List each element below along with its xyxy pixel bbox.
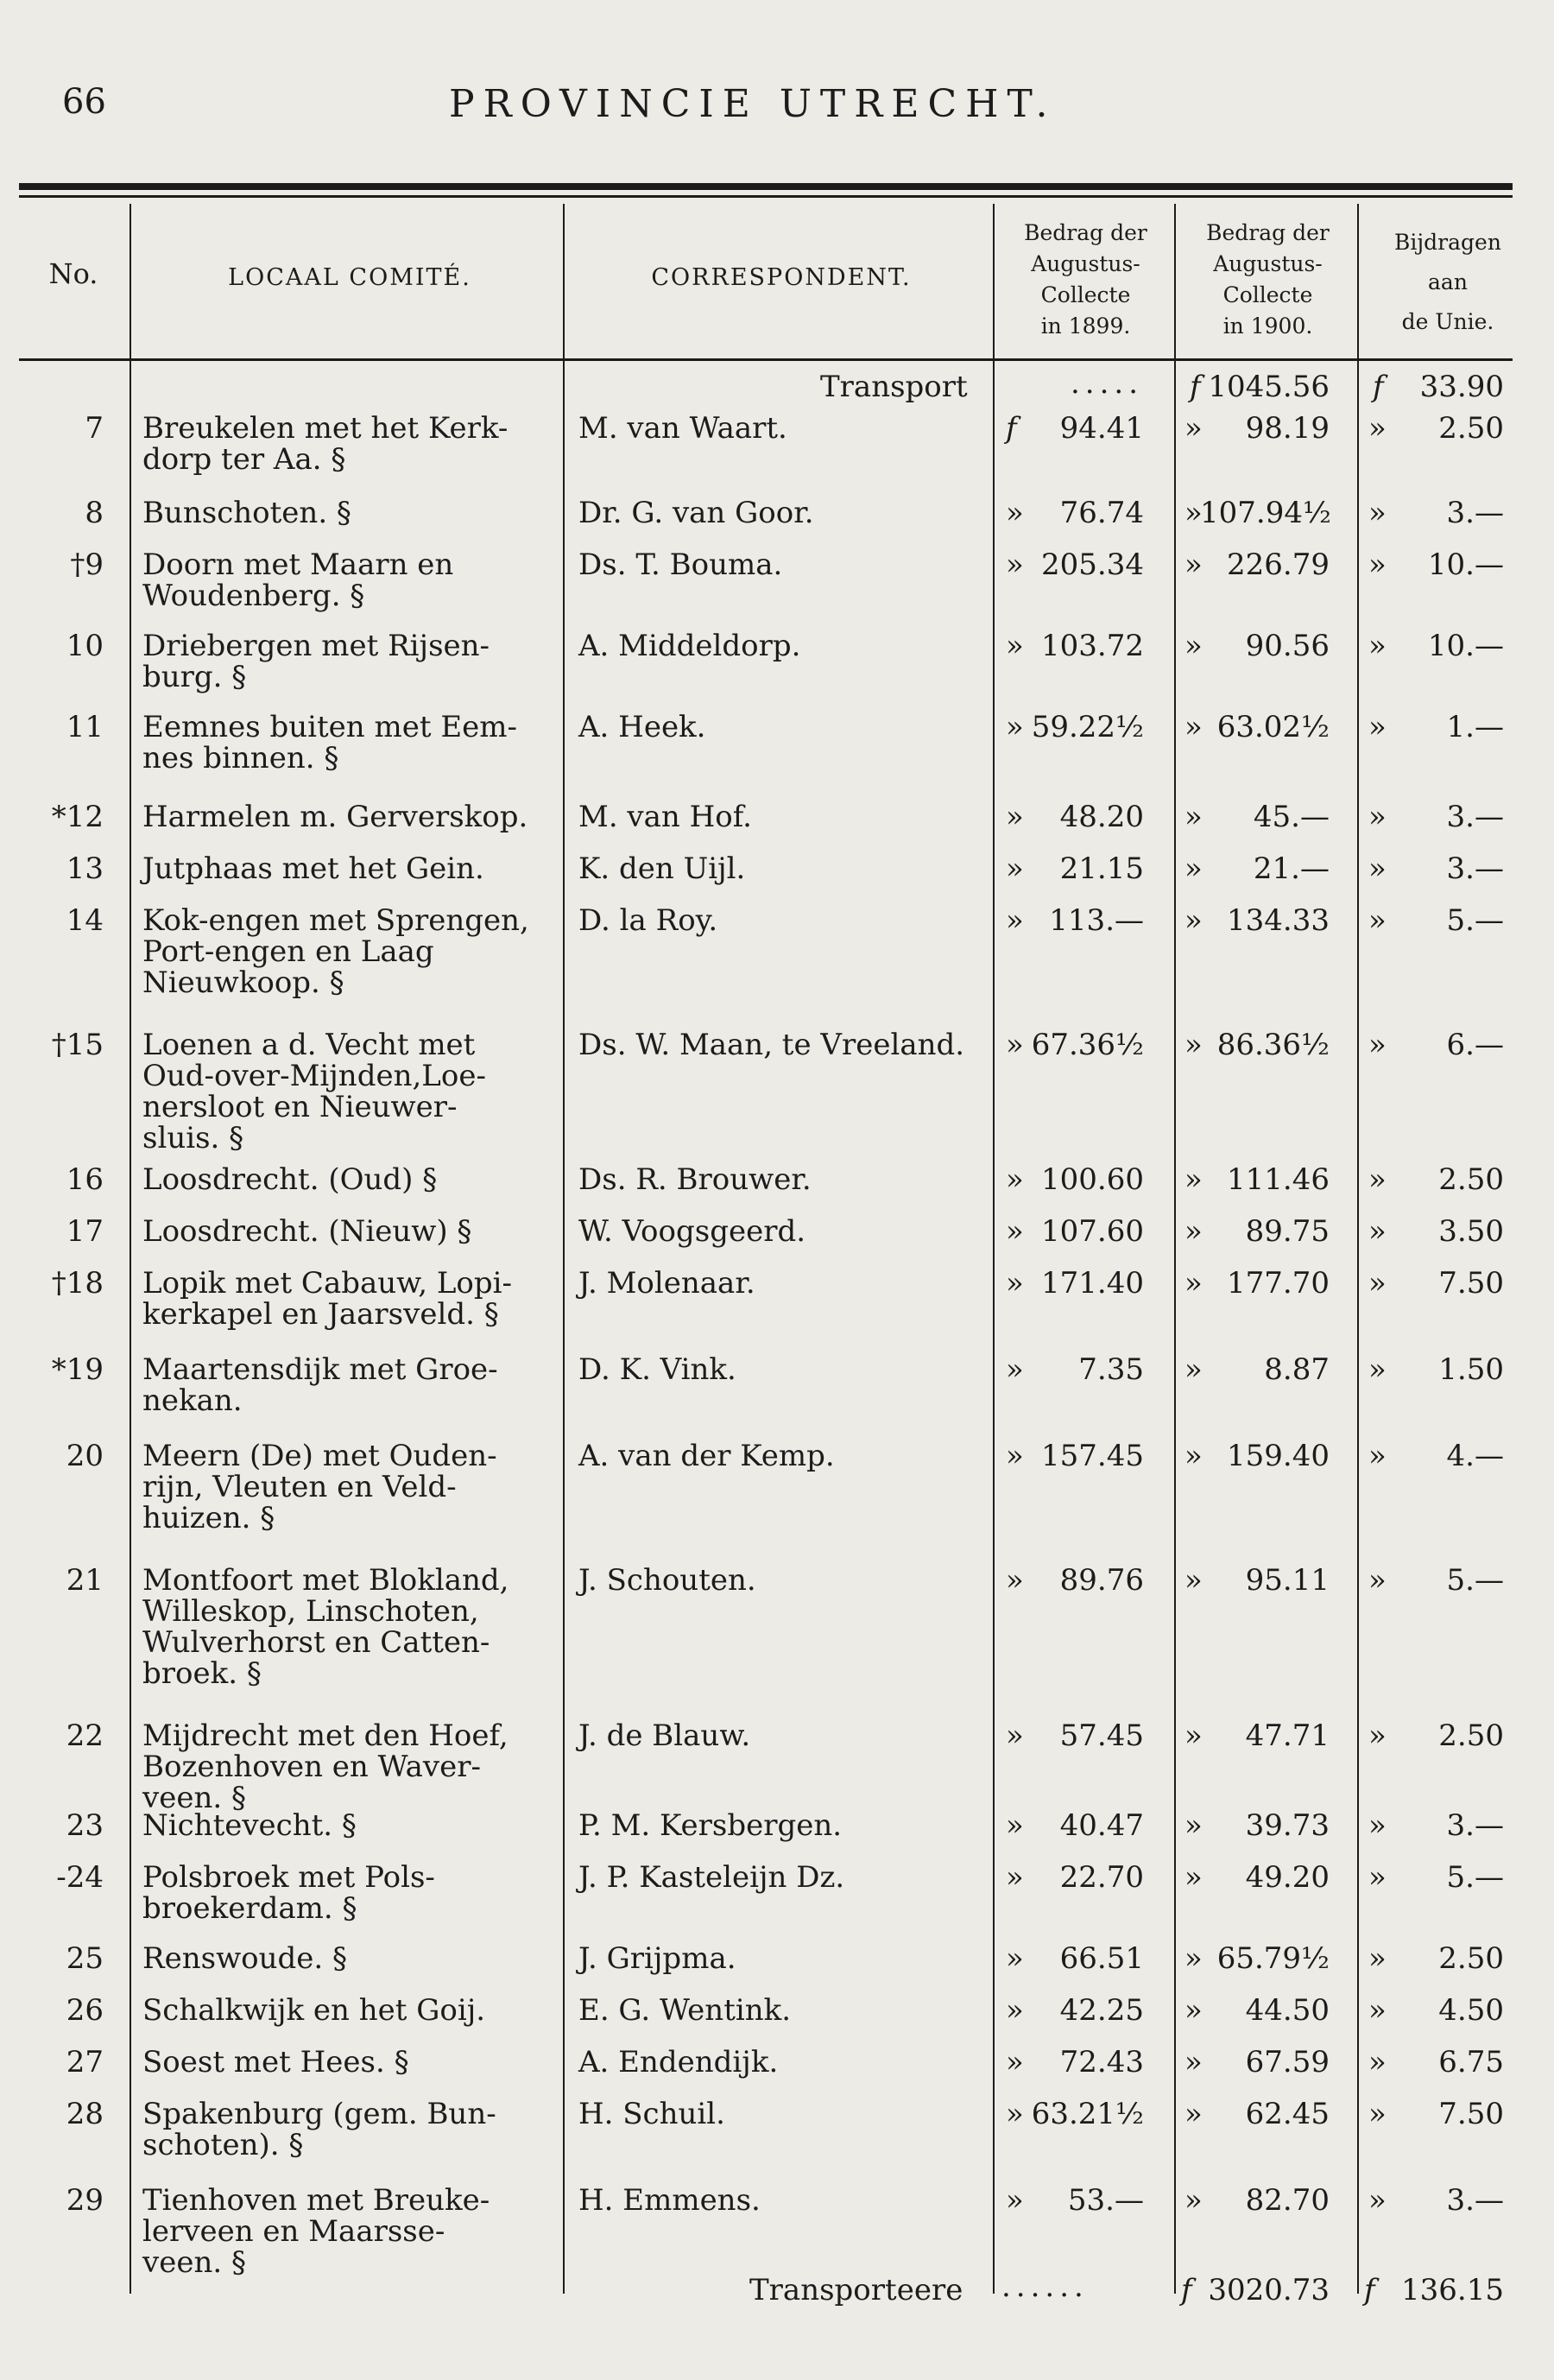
row-comite: [142, 413, 548, 475]
transport-dots: .....: [1071, 366, 1144, 401]
row-comite: [142, 549, 548, 611]
row-value-1900: 95.11: [1245, 1563, 1330, 1598]
row-comite: [142, 1354, 548, 1416]
row-prefix-1899: »: [1006, 2045, 1024, 2079]
comite-line: Tienhoven met Breuke-: [142, 2183, 490, 2218]
row-prefix-1900: »: [1184, 800, 1203, 834]
row-value-1900: 86.36½: [1216, 1028, 1330, 1062]
row-comite: [142, 1268, 548, 1330]
comite-line: dorp ter Aa. §: [142, 442, 346, 477]
row-prefix-1900: »: [1184, 1352, 1203, 1387]
column-divider-1899: [1174, 204, 1176, 2294]
row-value-bijdragen: 1.—: [1446, 710, 1504, 744]
row-value-1899: 42.25: [1059, 1993, 1144, 2028]
row-prefix-1899: »: [1006, 903, 1024, 938]
row-comite: [142, 497, 548, 529]
row-number: 8: [85, 496, 104, 530]
comite-line: Port-engen en Laag: [142, 934, 434, 969]
comite-line: Willeskop, Linschoten,: [142, 1594, 479, 1629]
transport-label: Transport: [820, 370, 968, 404]
row-prefix-1900: »: [1184, 1214, 1203, 1249]
row-prefix-1900: »: [1184, 1993, 1203, 2028]
row-value-bijdragen: 3.—: [1446, 2183, 1504, 2218]
row-correspondent: J. de Blauw.: [578, 1719, 751, 1753]
row-prefix-bijdragen: »: [1368, 1860, 1387, 1895]
row-correspondent: W. Voogsgeerd.: [578, 1214, 806, 1249]
row-value-bijdragen: 7.50: [1438, 2097, 1504, 2131]
row-number: 10: [66, 629, 104, 663]
row-value-1900: 39.73: [1245, 1808, 1330, 1843]
transport-value-bijdragen: 33.90: [1419, 370, 1504, 404]
row-comite: [142, 1943, 548, 1974]
column-header-bijdragen: Bijdragen aan de Unie.: [1394, 230, 1501, 334]
row-correspondent: Ds. T. Bouma.: [578, 548, 783, 582]
row-value-1900: 107.94½: [1200, 496, 1331, 530]
row-value-1900: 82.70: [1245, 2183, 1330, 2218]
row-prefix-bijdragen: »: [1368, 1941, 1387, 1976]
row-prefix-bijdragen: »: [1368, 1439, 1387, 1473]
column-divider-no: [130, 204, 131, 2294]
row-value-1900: 134.33: [1227, 903, 1330, 938]
row-value-bijdragen: 5.—: [1446, 1860, 1504, 1895]
header-rule-thin: [19, 195, 1513, 198]
comite-line: Montfoort met Blokland,: [142, 1563, 509, 1598]
comite-line: Lopik met Cabauw, Lopi-: [142, 1266, 513, 1301]
comite-line: huizen. §: [142, 1501, 275, 1535]
comite-line: Doorn met Maarn en: [142, 548, 454, 582]
row-value-1899: 107.60: [1041, 1214, 1144, 1249]
comite-line: rijn, Vleuten en Veld-: [142, 1470, 457, 1504]
row-prefix-1900: »: [1184, 496, 1203, 530]
row-comite: [142, 2185, 548, 2278]
row-prefix-bijdragen: »: [1368, 1993, 1387, 2028]
row-value-1900: 8.87: [1264, 1352, 1330, 1387]
row-prefix-1900: »: [1184, 1719, 1203, 1753]
row-prefix-1899: »: [1006, 1214, 1024, 1249]
row-value-1900: 98.19: [1245, 411, 1330, 446]
row-value-bijdragen: 10.—: [1427, 629, 1504, 663]
row-prefix-bijdragen: »: [1368, 411, 1387, 446]
row-value-1900: 177.70: [1227, 1266, 1330, 1301]
row-prefix-1899: »: [1006, 1352, 1024, 1387]
comite-line: nes binnen. §: [142, 741, 339, 775]
row-correspondent: M. van Hof.: [578, 800, 752, 834]
row-correspondent: Ds. R. Brouwer.: [578, 1162, 812, 1197]
row-correspondent: J. Schouten.: [578, 1563, 756, 1598]
row-value-1899: 22.70: [1059, 1860, 1144, 1895]
row-prefix-1899: »: [1006, 2183, 1024, 2218]
header-rule-thick: [19, 183, 1513, 190]
row-correspondent: J. P. Kasteleijn Dz.: [578, 1860, 845, 1895]
row-value-1900: 62.45: [1245, 2097, 1330, 2131]
row-prefix-1899: »: [1006, 1993, 1024, 2028]
row-value-1899: 40.47: [1059, 1808, 1144, 1843]
row-prefix-1900: »: [1184, 2097, 1203, 2131]
row-value-bijdragen: 1.50: [1438, 1352, 1504, 1387]
row-value-1900: 63.02½: [1216, 710, 1330, 744]
comite-line: Loosdrecht. (Oud) §: [142, 1162, 438, 1197]
row-number: 17: [66, 1214, 104, 1249]
row-prefix-1900: »: [1184, 710, 1203, 744]
row-correspondent: A. Heek.: [578, 710, 706, 744]
row-prefix-1900: »: [1184, 1563, 1203, 1598]
row-correspondent: E. G. Wentink.: [578, 1993, 792, 2028]
comite-line: Woudenberg. §: [142, 579, 365, 613]
row-number: 13: [66, 851, 104, 886]
column-header-comite: LOCAAL COMITÉ.: [228, 264, 471, 291]
row-prefix-bijdragen: »: [1368, 1352, 1387, 1387]
row-number: 16: [66, 1162, 104, 1197]
comite-line: Loenen a d. Vecht met: [142, 1028, 476, 1062]
row-prefix-bijdragen: »: [1368, 2183, 1387, 2218]
row-prefix-bijdragen: »: [1368, 1719, 1387, 1753]
row-value-1900: 89.75: [1245, 1214, 1330, 1249]
row-value-1900: 90.56: [1245, 629, 1330, 663]
row-comite: [142, 2098, 548, 2161]
comite-line: nekan.: [142, 1383, 243, 1418]
transporteere-prefix-bijdragen: f: [1364, 2273, 1375, 2307]
row-value-1900: 65.79½: [1216, 1941, 1330, 1976]
row-value-1899: 67.36½: [1031, 1028, 1144, 1062]
row-value-1899: 157.45: [1041, 1439, 1144, 1473]
comite-line: broek. §: [142, 1656, 262, 1691]
page-title: PROVINCIE UTRECHT.: [449, 82, 1057, 126]
page-header: [0, 82, 1554, 134]
row-prefix-bijdragen: »: [1368, 629, 1387, 663]
row-prefix-bijdragen: »: [1368, 800, 1387, 834]
row-value-1899: 76.74: [1059, 496, 1144, 530]
row-prefix-1899: »: [1006, 1439, 1024, 1473]
comite-line: Renswoude. §: [142, 1941, 348, 1976]
row-prefix-1899: »: [1006, 629, 1024, 663]
row-correspondent: J. Molenaar.: [578, 1266, 755, 1301]
comite-line: broekerdam. §: [142, 1891, 357, 1926]
row-comite: [142, 1720, 548, 1813]
transporteere-prefix-1900: f: [1181, 2273, 1192, 2307]
row-correspondent: H. Schuil.: [578, 2097, 725, 2131]
row-value-bijdragen: 2.50: [1438, 411, 1504, 446]
row-number: 23: [66, 1808, 104, 1843]
transporteere-value-bijdragen: 136.15: [1401, 2273, 1504, 2307]
row-number: †9: [70, 548, 104, 582]
row-value-1899: 21.15: [1059, 851, 1144, 886]
row-value-1899: 171.40: [1041, 1266, 1144, 1301]
column-header-rule: [19, 358, 1513, 361]
row-number: †15: [51, 1028, 104, 1062]
row-correspondent: H. Emmens.: [578, 2183, 761, 2218]
transporteere-value-1900: 3020.73: [1208, 2273, 1330, 2307]
row-comite: [142, 1565, 548, 1689]
row-prefix-1900: »: [1184, 903, 1203, 938]
row-correspondent: Dr. G. van Goor.: [578, 496, 814, 530]
row-value-bijdragen: 7.50: [1438, 1266, 1504, 1301]
row-value-1900: 21.—: [1253, 851, 1330, 886]
row-prefix-1899: »: [1006, 1028, 1024, 1062]
row-number: 29: [66, 2183, 104, 2218]
row-comite: [142, 1164, 548, 1195]
comite-line: Bunschoten. §: [142, 496, 351, 530]
transport-prefix-bijdragen: f: [1373, 370, 1384, 404]
transport-value-1900: 1045.56: [1208, 370, 1330, 404]
row-correspondent: D. K. Vink.: [578, 1352, 736, 1387]
row-number: *19: [51, 1352, 104, 1387]
comite-line: Breukelen met het Kerk-: [142, 411, 509, 446]
row-correspondent: A. Middeldorp.: [578, 629, 801, 663]
row-prefix-bijdragen: »: [1368, 1563, 1387, 1598]
row-prefix-1900: »: [1184, 2045, 1203, 2079]
comite-line: Oud-over-Mijnden,Loe-: [142, 1059, 486, 1093]
row-prefix-1900: »: [1184, 1860, 1203, 1895]
page-number: 66: [62, 82, 106, 122]
comite-line: sluis. §: [142, 1121, 244, 1155]
comite-line: Nichtevecht. §: [142, 1808, 357, 1843]
row-value-1900: 49.20: [1245, 1860, 1330, 1895]
row-prefix-1899: »: [1006, 496, 1024, 530]
row-prefix-bijdragen: »: [1368, 710, 1387, 744]
row-value-1899: 113.—: [1049, 903, 1144, 938]
comite-line: Jutphaas met het Gein.: [142, 851, 484, 886]
comite-line: Driebergen met Rijsen-: [142, 629, 490, 663]
row-number: 27: [66, 2045, 104, 2079]
row-prefix-bijdragen: »: [1368, 851, 1387, 886]
row-value-1900: 44.50: [1245, 1993, 1330, 2028]
comite-line: Eemnes buiten met Eem-: [142, 710, 517, 744]
row-number: 25: [66, 1941, 104, 1976]
comite-line: Bozenhoven en Waver-: [142, 1750, 481, 1784]
transporteere-dots: ......: [1001, 2269, 1089, 2304]
row-prefix-1899: »: [1006, 1941, 1024, 1976]
row-correspondent: M. van Waart.: [578, 411, 787, 446]
row-value-bijdragen: 4.—: [1446, 1439, 1504, 1473]
row-value-1900: 226.79: [1227, 548, 1330, 582]
row-correspondent: A. Endendijk.: [578, 2045, 779, 2079]
row-value-bijdragen: 3.50: [1438, 1214, 1504, 1249]
row-value-bijdragen: 3.—: [1446, 1808, 1504, 1843]
row-prefix-1900: »: [1184, 1266, 1203, 1301]
row-number: 20: [66, 1439, 104, 1473]
row-comite: [142, 801, 548, 832]
row-value-bijdragen: 2.50: [1438, 1719, 1504, 1753]
row-value-bijdragen: 3.—: [1446, 851, 1504, 886]
row-number: *12: [51, 800, 104, 834]
column-divider-correspondent: [993, 204, 995, 2294]
row-value-1899: 100.60: [1041, 1162, 1144, 1197]
row-number: 22: [66, 1719, 104, 1753]
row-comite: [142, 2047, 548, 2078]
row-value-1900: 47.71: [1245, 1719, 1330, 1753]
row-correspondent: K. den Uijl.: [578, 851, 746, 886]
comite-line: burg. §: [142, 660, 247, 694]
row-prefix-1899: f: [1006, 411, 1017, 446]
comite-line: lerveen en Maarsse-: [142, 2214, 445, 2249]
row-prefix-1900: »: [1184, 1941, 1203, 1976]
comite-line: Soest met Hees. §: [142, 2045, 409, 2079]
row-number: †18: [51, 1266, 104, 1301]
row-prefix-bijdragen: »: [1368, 2045, 1387, 2079]
row-prefix-bijdragen: »: [1368, 496, 1387, 530]
row-comite: [142, 1810, 548, 1841]
row-value-1899: 103.72: [1041, 629, 1144, 663]
row-prefix-1900: »: [1184, 411, 1203, 446]
row-prefix-1899: »: [1006, 851, 1024, 886]
row-comite: [142, 1995, 548, 2026]
comite-line: Wulverhorst en Catten-: [142, 1625, 490, 1660]
row-prefix-1900: »: [1184, 548, 1203, 582]
row-value-1900: 67.59: [1245, 2045, 1330, 2079]
row-prefix-bijdragen: »: [1368, 1266, 1387, 1301]
row-correspondent: Ds. W. Maan, te Vreeland.: [578, 1028, 965, 1062]
row-value-1899: 53.—: [1067, 2183, 1144, 2218]
comite-line: Schalkwijk en het Goij.: [142, 1993, 486, 2028]
row-number: 21: [66, 1563, 104, 1598]
row-value-bijdragen: 6.75: [1438, 2045, 1504, 2079]
row-comite: [142, 1029, 548, 1154]
row-prefix-1899: »: [1006, 1563, 1024, 1598]
column-header-correspondent: CORRESPONDENT.: [651, 264, 912, 291]
comite-line: veen. §: [142, 1781, 246, 1815]
row-number: 28: [66, 2097, 104, 2131]
row-prefix-1899: »: [1006, 1860, 1024, 1895]
row-prefix-1899: »: [1006, 710, 1024, 744]
row-prefix-1899: »: [1006, 1719, 1024, 1753]
comite-line: veen. §: [142, 2245, 246, 2280]
row-comite: [142, 905, 548, 998]
row-correspondent: D. la Roy.: [578, 903, 718, 938]
row-prefix-1900: »: [1184, 1808, 1203, 1843]
row-prefix-1900: »: [1184, 629, 1203, 663]
column-header-1900: Bedrag der Augustus- Collecte in 1900.: [1206, 220, 1330, 339]
comite-line: Polsbroek met Pols-: [142, 1860, 435, 1895]
row-value-bijdragen: 3.—: [1446, 496, 1504, 530]
column-divider-1900: [1357, 204, 1359, 2294]
row-prefix-1899: »: [1006, 800, 1024, 834]
row-value-bijdragen: 6.—: [1446, 1028, 1504, 1062]
row-number: 11: [66, 710, 104, 744]
comite-line: nersloot en Nieuwer-: [142, 1090, 458, 1124]
row-comite: [142, 1440, 548, 1534]
row-prefix-bijdragen: »: [1368, 1028, 1387, 1062]
row-value-1899: 57.45: [1059, 1719, 1144, 1753]
comite-line: Nieuwkoop. §: [142, 965, 344, 1000]
row-comite: [142, 853, 548, 884]
row-prefix-1900: »: [1184, 1162, 1203, 1197]
row-value-1900: 159.40: [1227, 1439, 1330, 1473]
row-comite: [142, 1862, 548, 1924]
row-prefix-1899: »: [1006, 1162, 1024, 1197]
row-comite: [142, 630, 548, 693]
column-header-1899: Bedrag der Augustus- Collecte in 1899.: [1024, 220, 1147, 339]
row-value-bijdragen: 2.50: [1438, 1162, 1504, 1197]
row-prefix-1900: »: [1184, 1439, 1203, 1473]
row-prefix-bijdragen: »: [1368, 1808, 1387, 1843]
comite-line: Spakenburg (gem. Bun-: [142, 2097, 496, 2131]
transport-prefix-1900: f: [1190, 370, 1201, 404]
row-prefix-bijdragen: »: [1368, 548, 1387, 582]
row-prefix-1899: »: [1006, 548, 1024, 582]
row-value-bijdragen: 4.50: [1438, 1993, 1504, 2028]
comite-line: Harmelen m. Gerverskop.: [142, 800, 528, 834]
comite-line: Meern (De) met Ouden-: [142, 1439, 497, 1473]
row-value-1899: 63.21½: [1031, 2097, 1144, 2131]
comite-line: kerkapel en Jaarsveld. §: [142, 1297, 499, 1332]
column-divider-comite: [563, 204, 565, 2294]
row-value-1900: 111.46: [1227, 1162, 1330, 1197]
row-comite: [142, 1216, 548, 1247]
row-prefix-1900: »: [1184, 1028, 1203, 1062]
row-correspondent: A. van der Kemp.: [578, 1439, 835, 1473]
comite-line: schoten). §: [142, 2128, 304, 2162]
row-correspondent: J. Grijpma.: [578, 1941, 736, 1976]
row-prefix-1899: »: [1006, 1266, 1024, 1301]
row-value-bijdragen: 5.—: [1446, 1563, 1504, 1598]
row-number: -24: [56, 1860, 104, 1895]
row-number: 26: [66, 1993, 104, 2028]
comite-line: Kok-engen met Sprengen,: [142, 903, 529, 938]
row-prefix-1900: »: [1184, 2183, 1203, 2218]
row-prefix-1900: »: [1184, 851, 1203, 886]
row-prefix-bijdragen: »: [1368, 2097, 1387, 2131]
row-value-1899: 72.43: [1059, 2045, 1144, 2079]
row-value-1899: 48.20: [1059, 800, 1144, 834]
row-value-1900: 45.—: [1253, 800, 1330, 834]
row-value-1899: 89.76: [1059, 1563, 1144, 1598]
comite-line: Mijdrecht met den Hoef,: [142, 1719, 509, 1753]
row-value-1899: 59.22½: [1031, 710, 1144, 744]
row-value-bijdragen: 3.—: [1446, 800, 1504, 834]
row-number: 7: [85, 411, 104, 446]
row-comite: [142, 712, 548, 774]
row-value-bijdragen: 10.—: [1427, 548, 1504, 582]
row-value-1899: 66.51: [1059, 1941, 1144, 1976]
row-value-1899: 205.34: [1041, 548, 1144, 582]
row-value-1899: 94.41: [1059, 411, 1144, 446]
row-prefix-1899: »: [1006, 1808, 1024, 1843]
row-value-1899: 7.35: [1078, 1352, 1144, 1387]
row-value-bijdragen: 2.50: [1438, 1941, 1504, 1976]
row-prefix-bijdragen: »: [1368, 1162, 1387, 1197]
row-prefix-bijdragen: »: [1368, 1214, 1387, 1249]
row-correspondent: P. M. Kersbergen.: [578, 1808, 843, 1843]
row-prefix-bijdragen: »: [1368, 903, 1387, 938]
transporteere-label: Transporteere: [749, 2273, 963, 2307]
row-value-bijdragen: 5.—: [1446, 903, 1504, 938]
row-prefix-1899: »: [1006, 2097, 1024, 2131]
column-header-no: No.: [48, 257, 98, 290]
comite-line: Loosdrecht. (Nieuw) §: [142, 1214, 472, 1249]
comite-line: Maartensdijk met Groe-: [142, 1352, 498, 1387]
row-number: 14: [66, 903, 104, 938]
